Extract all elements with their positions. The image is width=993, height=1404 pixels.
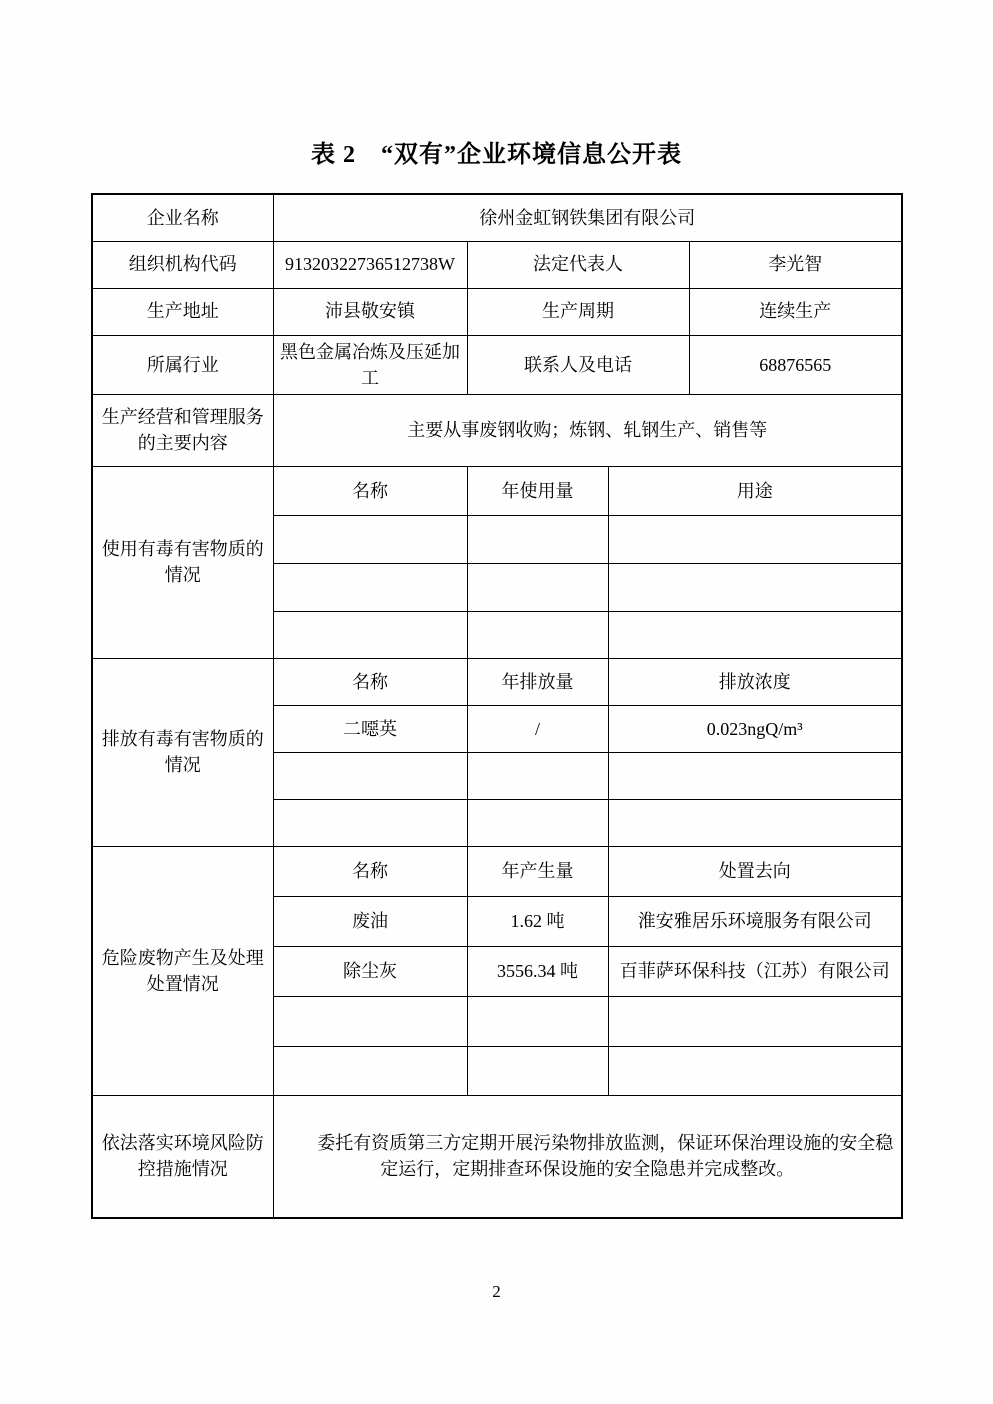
business-scope-label: 生产经营和管理服务的主要内容	[92, 394, 273, 466]
row-industry	[92, 335, 902, 394]
hazardous-waste-cell: 除尘灰	[273, 946, 467, 996]
hazardous-waste-cell: 淮安雅居乐环境服务有限公司	[608, 896, 902, 946]
toxic-emission-cell	[608, 799, 902, 846]
risk-control-label: 依法落实环境风险防控措施情况	[92, 1095, 273, 1218]
toxic-use-header-purpose: 用途	[608, 466, 902, 515]
address-value: 沛县敬安镇	[273, 288, 467, 335]
toxic-use-cell	[608, 515, 902, 563]
toxic-emission-header-concentration: 排放浓度	[608, 658, 902, 705]
hazardous-waste-section-label: 危险废物产生及处理处置情况	[92, 846, 273, 1095]
address-label: 生产地址	[92, 288, 273, 335]
business-scope-value: 主要从事废钢收购；炼钢、轧钢生产、销售等	[273, 394, 902, 466]
toxic-use-cell	[273, 563, 467, 611]
toxic-use-cell	[467, 611, 608, 658]
hazardous-waste-header-name: 名称	[273, 846, 467, 896]
hazardous-waste-cell	[467, 996, 608, 1046]
cycle-value: 连续生产	[689, 288, 902, 335]
toxic-emission-header-row	[92, 658, 902, 705]
cycle-label: 生产周期	[467, 288, 689, 335]
page-number: 2	[492, 1282, 501, 1301]
row-business-scope	[92, 394, 902, 466]
hazardous-waste-cell: 百菲萨环保科技（江苏）有限公司	[608, 946, 902, 996]
hazardous-waste-header-row	[92, 846, 902, 896]
hazardous-waste-cell	[273, 996, 467, 1046]
toxic-emission-section-label: 排放有毒有害物质的情况	[92, 658, 273, 846]
row-company-name	[92, 194, 902, 241]
hazardous-waste-header-amount: 年产生量	[467, 846, 608, 896]
toxic-use-cell	[273, 515, 467, 563]
toxic-use-cell	[273, 611, 467, 658]
hazardous-waste-header-destination: 处置去向	[608, 846, 902, 896]
toxic-use-cell	[608, 611, 902, 658]
hazardous-waste-cell	[608, 1046, 902, 1095]
hazardous-waste-cell: 3556.34 吨	[467, 946, 608, 996]
industry-value: 黑色金属冶炼及压延加工	[273, 335, 467, 394]
org-code-value: 91320322736512738W	[273, 241, 467, 288]
row-org-code	[92, 241, 902, 288]
contact-value: 68876565	[689, 335, 902, 394]
toxic-emission-cell	[273, 752, 467, 799]
contact-label: 联系人及电话	[467, 335, 689, 394]
toxic-use-header-name: 名称	[273, 466, 467, 515]
toxic-emission-cell	[467, 752, 608, 799]
hazardous-waste-cell	[608, 996, 902, 1046]
toxic-emission-cell: 二噁英	[273, 705, 467, 752]
legal-rep-label: 法定代表人	[467, 241, 689, 288]
hazardous-waste-cell: 1.62 吨	[467, 896, 608, 946]
toxic-use-cell	[608, 563, 902, 611]
toxic-use-header-row	[92, 466, 902, 515]
toxic-use-cell	[467, 563, 608, 611]
toxic-emission-header-amount: 年排放量	[467, 658, 608, 705]
hazardous-waste-cell	[273, 1046, 467, 1095]
toxic-emission-cell	[608, 752, 902, 799]
toxic-emission-cell	[467, 799, 608, 846]
row-address	[92, 288, 902, 335]
hazardous-waste-cell	[467, 1046, 608, 1095]
row-risk-control	[92, 1095, 902, 1218]
legal-rep-value: 李光智	[689, 241, 902, 288]
company-name-label: 企业名称	[92, 194, 273, 241]
env-info-table	[91, 193, 903, 1219]
org-code-label: 组织机构代码	[92, 241, 273, 288]
company-name-value: 徐州金虹钢铁集团有限公司	[273, 194, 902, 241]
toxic-emission-cell: 0.023ngQ/m³	[608, 705, 902, 752]
page-title: 表 2 “双有”企业环境信息公开表	[311, 142, 682, 168]
toxic-use-section-label: 使用有毒有害物质的情况	[92, 466, 273, 658]
hazardous-waste-cell: 废油	[273, 896, 467, 946]
toxic-emission-cell: /	[467, 705, 608, 752]
toxic-use-cell	[467, 515, 608, 563]
toxic-emission-cell	[273, 799, 467, 846]
risk-control-value: 委托有资质第三方定期开展污染物排放监测，保证环保治理设施的安全稳定运行，定期排查环保设施的安全隐患并完成整改。	[273, 1095, 902, 1218]
industry-label: 所属行业	[92, 335, 273, 394]
toxic-emission-header-name: 名称	[273, 658, 467, 705]
toxic-use-header-amount: 年使用量	[467, 466, 608, 515]
